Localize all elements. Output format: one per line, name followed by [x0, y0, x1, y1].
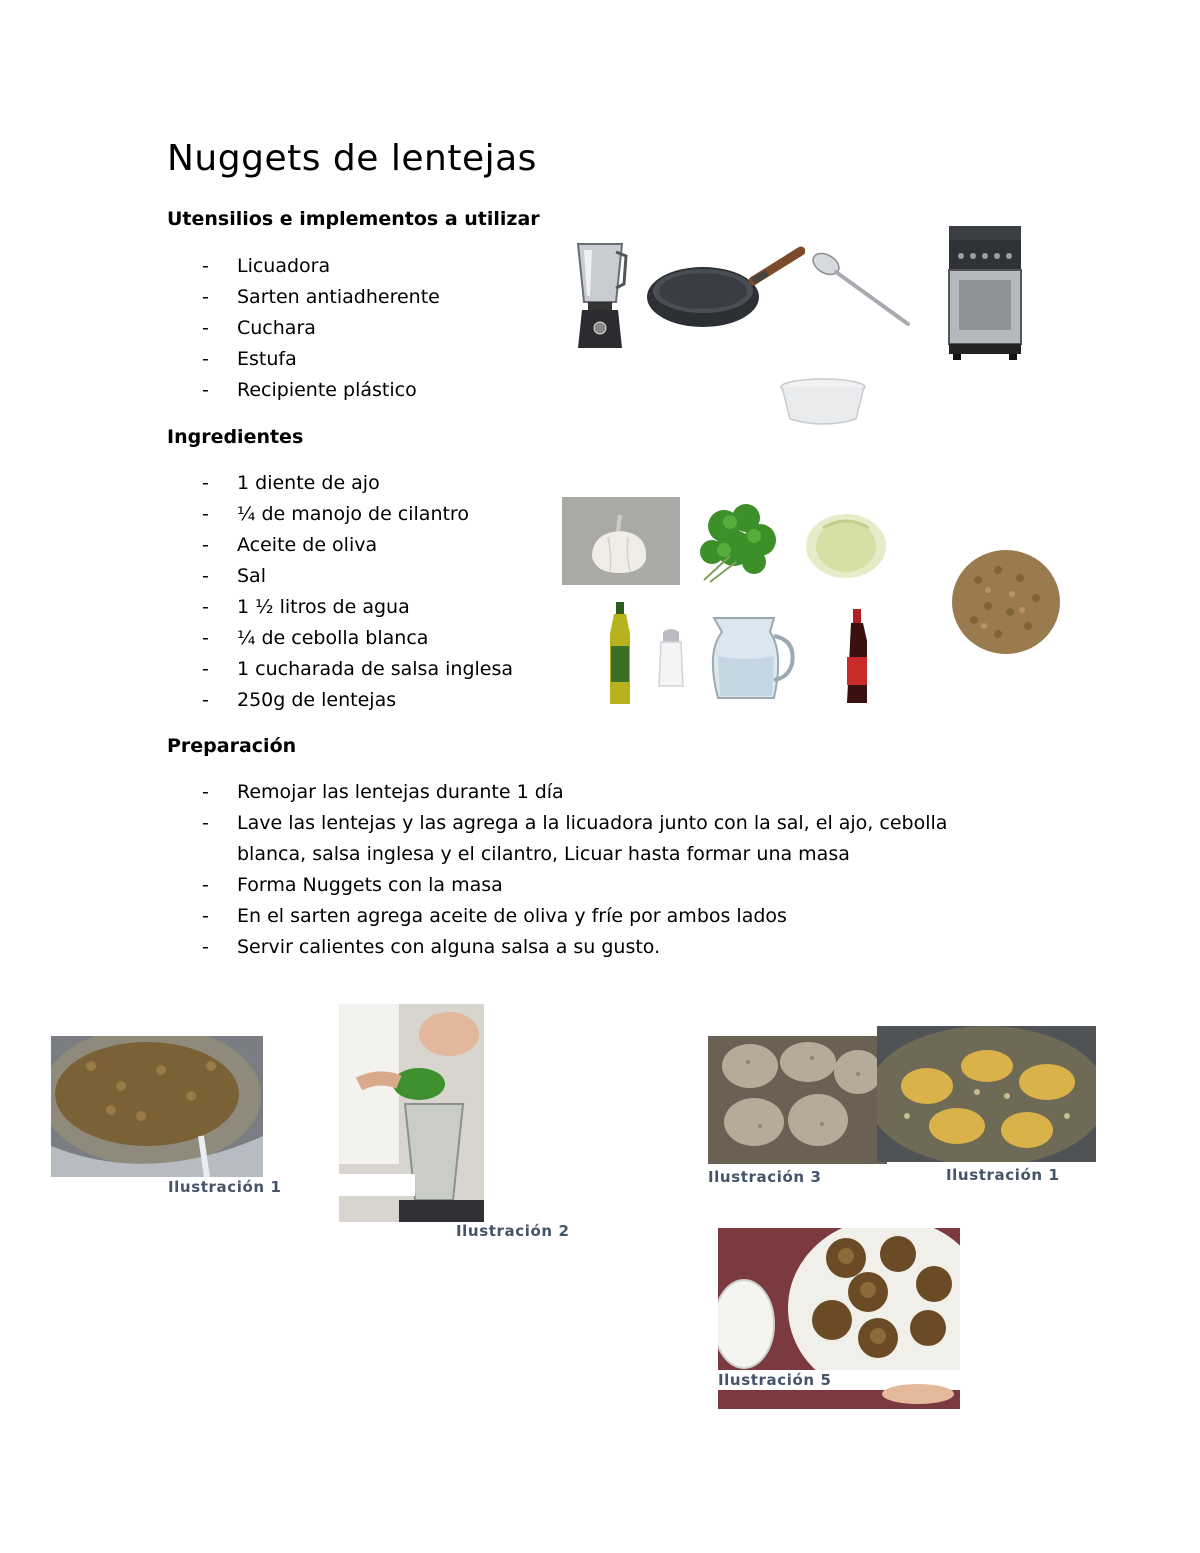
list-item: - Lave las lentejas y las agrega a la licuadora junto con la sal, el ajo, cebolla blanca, salsa inglesa y el cilantro, Licuar hasta formar una masa	[167, 808, 1017, 870]
list-item: - Servir calientes con alguna salsa a su gusto.	[167, 932, 1017, 963]
list-item: - 1 ½ litros de agua	[167, 592, 513, 623]
worcestershire-sauce-image	[843, 607, 871, 707]
list-item: - Sarten antiadherente	[167, 282, 440, 313]
water-jug-image	[704, 612, 798, 704]
garlic-image	[562, 497, 680, 585]
list-item: - ¼ de manojo de cilantro	[167, 499, 513, 530]
list-item: - En el sarten agrega aceite de oliva y fríe por ambos lados	[167, 901, 1017, 932]
caption-photo-5: Ilustración 5	[718, 1371, 832, 1389]
list-item: - Sal	[167, 561, 513, 592]
shaped-nuggets-photo	[708, 1036, 887, 1164]
plastic-container-image	[778, 377, 868, 427]
caption-photo-1: Ilustración 1	[168, 1178, 282, 1196]
olive-oil-image	[606, 600, 634, 708]
list-item: - Estufa	[167, 344, 440, 375]
preparation-list	[167, 777, 1017, 963]
list-item: - 1 cucharada de salsa inglesa	[167, 654, 513, 685]
caption-photo-4: Ilustración 1	[946, 1166, 1060, 1184]
list-item: - Licuadora	[167, 251, 440, 282]
cilantro-image	[684, 496, 788, 588]
list-item: - ¼ de cebolla blanca	[167, 623, 513, 654]
caption-photo-2: Ilustración 2	[456, 1222, 570, 1240]
lentils-image	[948, 540, 1066, 660]
frying-pan-image	[645, 245, 805, 335]
list-item: - 250g de lentejas	[167, 685, 513, 716]
blending-ingredients-photo	[339, 1004, 484, 1222]
utensils-heading: Utensilios e implementos a utilizar	[167, 208, 540, 230]
list-item: - Cuchara	[167, 313, 440, 344]
preparation-heading: Preparación	[167, 735, 297, 757]
list-item: - 1 diente de ajo	[167, 468, 513, 499]
list-item: - Forma Nuggets con la masa	[167, 870, 1017, 901]
blender-image	[572, 240, 628, 352]
list-item: - Recipiente plástico	[167, 375, 440, 406]
ingredients-heading: Ingredientes	[167, 426, 304, 448]
page-title: Nuggets de lentejas	[167, 138, 537, 179]
ingredients-list	[167, 468, 513, 716]
onion-image	[803, 508, 889, 580]
list-item: - Remojar las lentejas durante 1 día	[167, 777, 1017, 808]
spoon-image	[808, 248, 912, 328]
soaking-lentils-photo	[51, 1036, 263, 1177]
caption-photo-3: Ilustración 3	[708, 1168, 822, 1186]
list-item: - Aceite de oliva	[167, 530, 513, 561]
utensils-list	[167, 251, 440, 406]
stove-image	[945, 222, 1025, 362]
salt-shaker-image	[655, 628, 687, 690]
frying-nuggets-photo	[877, 1026, 1096, 1162]
